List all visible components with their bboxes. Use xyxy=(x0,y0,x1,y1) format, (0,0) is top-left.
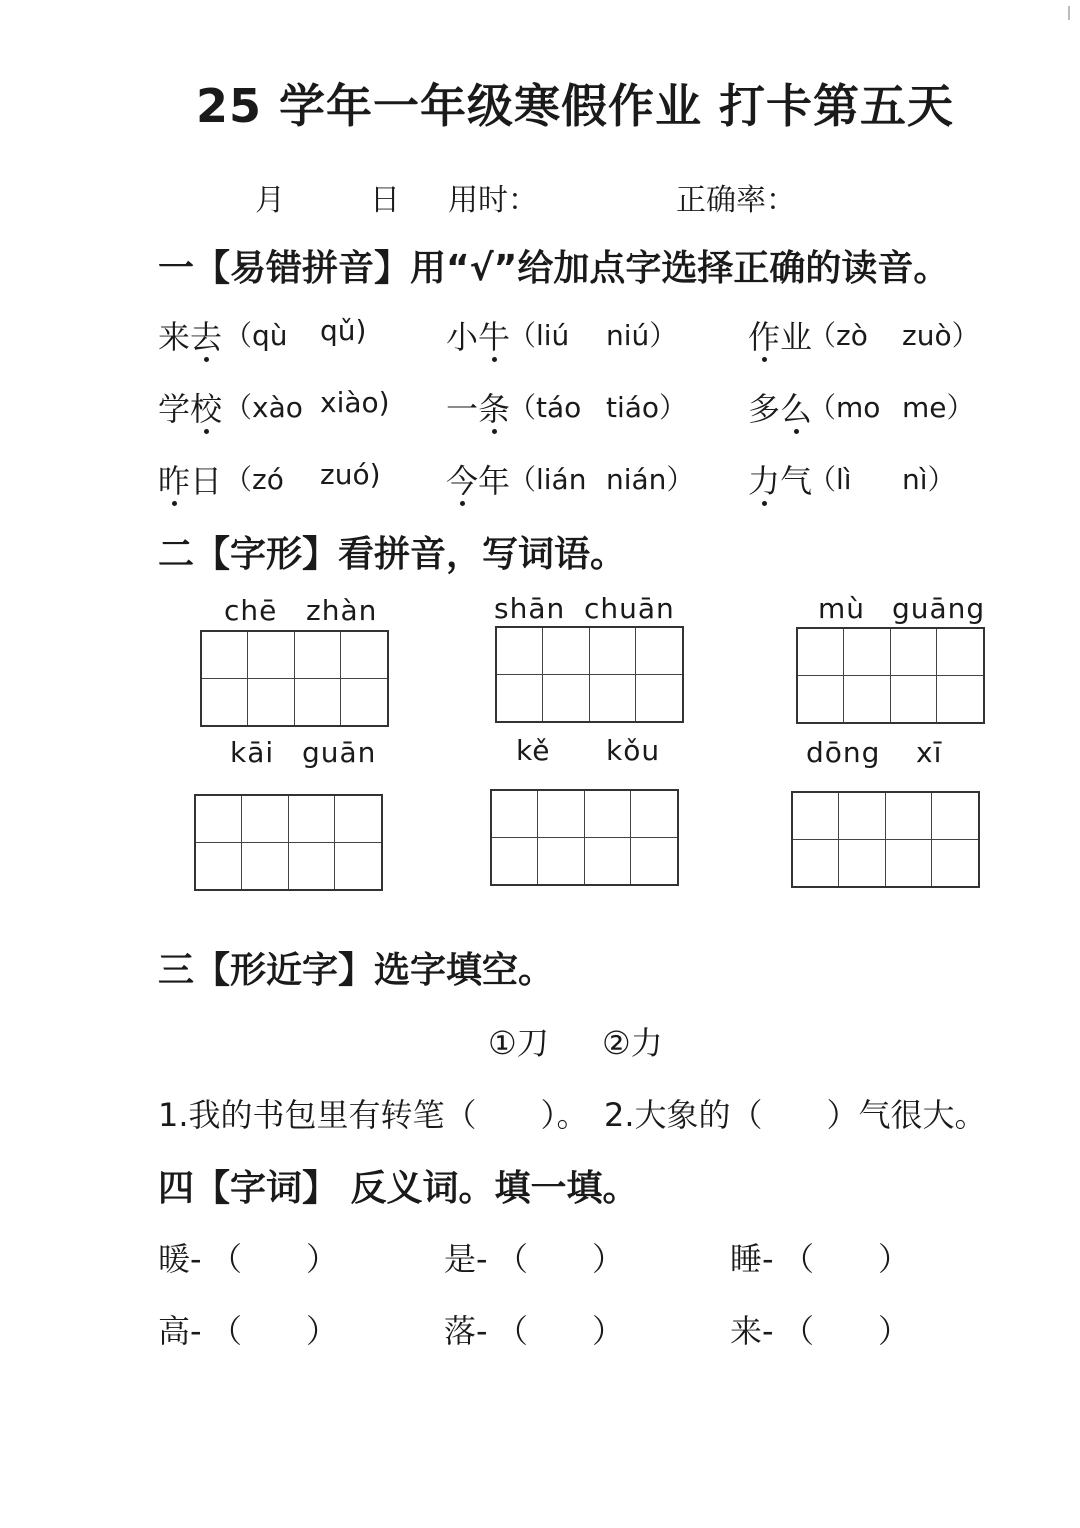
pinyin-label: kāi xyxy=(230,736,275,769)
pinyin-question xyxy=(748,384,812,430)
word-character: 一 xyxy=(446,390,479,428)
writing-cell[interactable] xyxy=(289,796,335,843)
antonym-word: 暖- xyxy=(158,1240,202,1278)
pinyin-question xyxy=(446,384,510,430)
time-label: 用时： xyxy=(448,183,538,218)
pinyin-option[interactable]: （zó xyxy=(224,463,284,496)
writing-cell[interactable] xyxy=(497,675,543,722)
day-label: 日 xyxy=(370,183,400,218)
writing-cell[interactable] xyxy=(798,629,844,676)
pinyin-question xyxy=(446,312,510,358)
word-character: 业 xyxy=(780,318,813,356)
writing-cell[interactable] xyxy=(543,628,589,675)
writing-cell[interactable] xyxy=(932,840,978,887)
antonym-word: 来- xyxy=(730,1312,774,1350)
writing-cell[interactable] xyxy=(295,632,341,679)
writing-cell[interactable] xyxy=(242,843,288,890)
writing-cell[interactable] xyxy=(798,676,844,723)
pinyin-question xyxy=(748,312,812,358)
word-character: 小 xyxy=(446,318,479,356)
writing-cell[interactable] xyxy=(341,679,387,726)
pinyin-label: chē xyxy=(224,594,278,627)
pinyin-question xyxy=(158,384,222,430)
pinyin-question xyxy=(158,456,222,502)
pinyin-option[interactable]: （mo xyxy=(808,391,881,424)
antonym-word: 睡- xyxy=(730,1240,774,1278)
pinyin-option[interactable]: xiào) xyxy=(320,386,390,419)
writing-cell[interactable] xyxy=(631,838,677,885)
fill-sentence-2: 2.大象的（ ）气很大。 xyxy=(604,1096,987,1134)
dotted-character: 牛 xyxy=(478,318,511,356)
dotted-character: 昨 xyxy=(158,462,191,500)
writing-cell[interactable] xyxy=(793,840,839,887)
fill-sentence-1: 1.我的书包里有转笔（ ）。 xyxy=(158,1096,589,1134)
accuracy-label: 正确率： xyxy=(676,183,796,218)
writing-cell[interactable] xyxy=(543,675,589,722)
writing-cell[interactable] xyxy=(248,679,294,726)
pinyin-label: mù xyxy=(818,592,866,625)
writing-cell[interactable] xyxy=(937,676,983,723)
writing-cell[interactable] xyxy=(585,838,631,885)
writing-cell[interactable] xyxy=(202,632,248,679)
antonym-blank[interactable]: （ ） xyxy=(210,1240,339,1278)
writing-cell[interactable] xyxy=(844,676,890,723)
word-character: 年 xyxy=(478,462,511,500)
writing-cell[interactable] xyxy=(242,796,288,843)
writing-cell[interactable] xyxy=(932,793,978,840)
writing-grid[interactable] xyxy=(791,791,980,888)
writing-cell[interactable] xyxy=(538,791,584,838)
writing-cell[interactable] xyxy=(289,843,335,890)
writing-grid[interactable] xyxy=(200,630,389,727)
writing-cell[interactable] xyxy=(585,791,631,838)
pinyin-option[interactable]: （qù xyxy=(224,319,288,352)
writing-cell[interactable] xyxy=(590,675,636,722)
pinyin-label: xī xyxy=(916,736,943,769)
pinyin-option[interactable]: （lián xyxy=(508,463,587,496)
pinyin-label: zhàn xyxy=(306,594,378,627)
word-character: 日 xyxy=(190,462,223,500)
word-character: 来 xyxy=(158,318,191,356)
writing-grid[interactable] xyxy=(495,626,684,723)
writing-cell[interactable] xyxy=(844,629,890,676)
writing-cell[interactable] xyxy=(196,843,242,890)
pinyin-option[interactable]: zuó) xyxy=(320,458,381,491)
writing-cell[interactable] xyxy=(335,796,381,843)
word-character: 气 xyxy=(780,462,813,500)
writing-cell[interactable] xyxy=(492,791,538,838)
section2-heading: 二【字形】看拼音，写词语。 xyxy=(158,534,627,575)
antonym-blank[interactable]: （ ） xyxy=(496,1240,625,1278)
writing-cell[interactable] xyxy=(492,838,538,885)
pinyin-option[interactable]: niú） xyxy=(606,319,678,352)
writing-cell[interactable] xyxy=(335,843,381,890)
word-character: 学 xyxy=(158,390,191,428)
writing-cell[interactable] xyxy=(590,628,636,675)
antonym-blank[interactable]: （ ） xyxy=(782,1240,911,1278)
option-2: ②力 xyxy=(602,1024,663,1062)
writing-cell[interactable] xyxy=(886,840,932,887)
month-label: 月 xyxy=(255,183,285,218)
pinyin-option[interactable]: （táo xyxy=(508,391,582,424)
antonym-blank[interactable]: （ ） xyxy=(496,1312,625,1350)
pinyin-option[interactable]: zuò） xyxy=(902,319,980,352)
pinyin-label: dōng xyxy=(806,736,881,769)
dotted-character: 校 xyxy=(190,390,223,428)
writing-cell[interactable] xyxy=(248,632,294,679)
writing-cell[interactable] xyxy=(891,676,937,723)
pinyin-label: chuān xyxy=(584,592,675,625)
pinyin-question xyxy=(158,312,222,358)
writing-grid[interactable] xyxy=(490,789,679,886)
writing-grid[interactable] xyxy=(796,627,985,724)
option-1: ①刀 xyxy=(488,1024,549,1062)
writing-cell[interactable] xyxy=(631,791,677,838)
writing-cell[interactable] xyxy=(886,793,932,840)
writing-cell[interactable] xyxy=(295,679,341,726)
writing-cell[interactable] xyxy=(891,629,937,676)
antonym-word: 落- xyxy=(444,1312,488,1350)
writing-cell[interactable] xyxy=(839,840,885,887)
pinyin-option[interactable]: （xào xyxy=(224,391,303,424)
pinyin-option[interactable]: nián） xyxy=(606,463,695,496)
pinyin-label: guāng xyxy=(892,592,986,625)
writing-cell[interactable] xyxy=(636,675,682,722)
pinyin-label: kě xyxy=(516,734,551,767)
pinyin-option[interactable]: （liú xyxy=(508,319,570,352)
scan-mark xyxy=(1068,6,1070,20)
dotted-character: 今 xyxy=(446,462,479,500)
pinyin-question xyxy=(748,456,812,502)
writing-cell[interactable] xyxy=(839,793,885,840)
antonym-word: 高- xyxy=(158,1312,202,1350)
pinyin-label: shān xyxy=(494,592,566,625)
section4-heading: 四【字词】 反义词。填一填。 xyxy=(158,1168,639,1209)
writing-grid[interactable] xyxy=(194,794,383,891)
pinyin-option[interactable]: me） xyxy=(902,391,975,424)
writing-cell[interactable] xyxy=(636,628,682,675)
dotted-character: 去 xyxy=(190,318,223,356)
writing-cell[interactable] xyxy=(196,796,242,843)
pinyin-label: guān xyxy=(302,736,377,769)
pinyin-option[interactable]: qǔ) xyxy=(320,314,367,347)
pinyin-label: kǒu xyxy=(606,734,661,767)
writing-cell[interactable] xyxy=(793,793,839,840)
pinyin-option[interactable]: （zò xyxy=(808,319,868,352)
antonym-blank[interactable]: （ ） xyxy=(210,1312,339,1350)
pinyin-question xyxy=(446,456,510,502)
dotted-character: 力 xyxy=(748,462,781,500)
antonym-word: 是- xyxy=(444,1240,488,1278)
section3-heading: 三【形近字】选字填空。 xyxy=(158,950,555,991)
writing-cell[interactable] xyxy=(341,632,387,679)
antonym-blank[interactable]: （ ） xyxy=(782,1312,911,1350)
dotted-character: 么 xyxy=(780,390,813,428)
writing-cell[interactable] xyxy=(937,629,983,676)
word-character: 多 xyxy=(748,390,781,428)
dotted-character: 作 xyxy=(748,318,781,356)
pinyin-option[interactable]: nì） xyxy=(902,463,956,496)
worksheet-title: 25 学年一年级寒假作业 打卡第五天 xyxy=(195,79,955,133)
writing-cell[interactable] xyxy=(497,628,543,675)
dotted-character: 条 xyxy=(478,390,511,428)
writing-cell[interactable] xyxy=(202,679,248,726)
writing-cell[interactable] xyxy=(538,838,584,885)
pinyin-option[interactable]: tiáo） xyxy=(606,391,688,424)
section1-heading: 一【易错拼音】用“√”给加点字选择正确的读音。 xyxy=(158,248,950,289)
pinyin-option[interactable]: （lì xyxy=(808,463,852,496)
